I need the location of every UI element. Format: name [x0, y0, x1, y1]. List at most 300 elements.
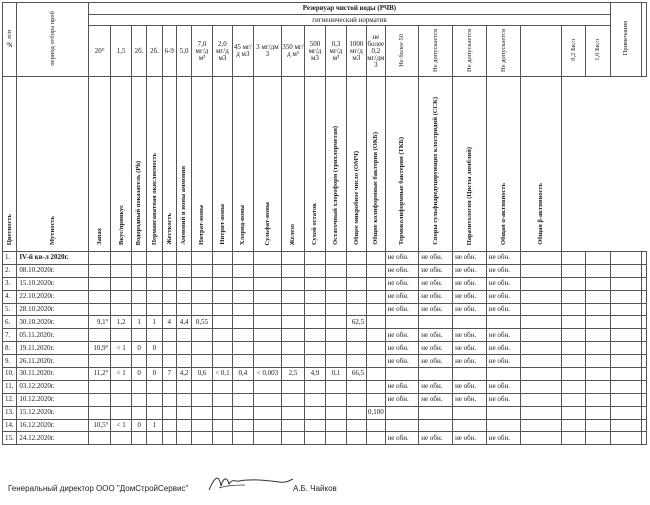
value-cell	[561, 380, 586, 393]
value-cell	[346, 406, 366, 419]
value-cell: не обн.	[453, 380, 487, 393]
value-cell	[131, 393, 146, 406]
remarks-cell	[610, 316, 641, 329]
value-cell	[131, 406, 146, 419]
value-cell: 0	[131, 342, 146, 355]
value-cell	[385, 368, 419, 381]
remarks-cell	[610, 355, 641, 368]
column-header: Общее микробное число (ОМЧ)	[346, 77, 366, 252]
sample-period: 10.12.2020г.	[17, 393, 89, 406]
value-cell	[233, 329, 253, 342]
value-cell: 62,5	[346, 316, 366, 329]
value-cell	[253, 355, 282, 368]
row-number: 9.	[3, 355, 17, 368]
value-cell	[233, 342, 253, 355]
value-cell	[520, 355, 561, 368]
value-cell	[233, 419, 253, 432]
sample-period: 30.10.2020г.	[17, 316, 89, 329]
value-cell	[111, 380, 131, 393]
value-cell: не обн.	[486, 380, 520, 393]
value-cell	[88, 432, 111, 445]
value-cell	[192, 393, 212, 406]
value-cell	[326, 264, 346, 277]
norm-cell: 20°	[88, 26, 111, 77]
row-number: 11.	[3, 380, 17, 393]
value-cell	[253, 252, 282, 265]
value-cell: 1	[131, 316, 146, 329]
value-cell	[253, 290, 282, 303]
edge-spacer	[641, 3, 646, 77]
column-header: Железо	[282, 77, 305, 252]
value-cell: 1,2	[111, 316, 131, 329]
value-cell	[282, 419, 305, 432]
value-cell	[326, 406, 346, 419]
value-cell	[131, 252, 146, 265]
sample-period: 22.10.2020г.	[17, 290, 89, 303]
sample-period: 16.12.2020г.	[17, 419, 89, 432]
value-cell	[304, 252, 325, 265]
value-cell	[586, 290, 611, 303]
director-name: А.Б. Чайков	[293, 484, 337, 493]
value-cell	[304, 380, 325, 393]
value-cell	[88, 355, 111, 368]
value-cell	[282, 342, 305, 355]
table-row	[3, 406, 647, 419]
value-cell	[586, 342, 611, 355]
value-cell: не обн.	[385, 380, 419, 393]
value-cell	[212, 380, 232, 393]
value-cell	[586, 264, 611, 277]
value-cell	[192, 303, 212, 316]
value-cell	[131, 329, 146, 342]
value-cell	[192, 406, 212, 419]
row-number: 5.	[3, 303, 17, 316]
column-names-row	[3, 77, 647, 252]
value-cell	[212, 419, 232, 432]
value-cell	[520, 380, 561, 393]
value-cell: не обн.	[419, 432, 453, 445]
value-cell	[304, 303, 325, 316]
value-cell: 2,5	[282, 368, 305, 381]
value-cell	[212, 277, 232, 290]
sample-period: 24.12.2020г.	[17, 432, 89, 445]
value-cell: 9,1°	[88, 316, 111, 329]
sample-period: 26.11.2020г.	[17, 355, 89, 368]
value-cell	[253, 303, 282, 316]
edge-cell	[641, 342, 646, 355]
table-row	[3, 290, 647, 303]
value-cell	[367, 316, 385, 329]
row-number: 1.	[3, 252, 17, 265]
value-cell	[326, 393, 346, 406]
value-cell	[304, 393, 325, 406]
norm-cell: 3 мг/дм 3	[253, 26, 282, 77]
value-cell	[520, 290, 561, 303]
value-cell	[561, 419, 586, 432]
row-number: 3.	[3, 277, 17, 290]
value-cell	[176, 277, 191, 290]
value-cell	[253, 264, 282, 277]
value-cell	[586, 355, 611, 368]
value-cell	[131, 355, 146, 368]
value-cell	[520, 419, 561, 432]
value-cell	[192, 277, 212, 290]
column-header: Общая α-активность	[486, 77, 520, 252]
value-cell	[453, 406, 487, 419]
table-row	[3, 342, 647, 355]
value-cell	[131, 290, 146, 303]
value-cell	[586, 393, 611, 406]
value-cell	[131, 277, 146, 290]
sample-period: 15.12.2020г.	[17, 406, 89, 419]
value-cell	[304, 277, 325, 290]
row-number: 2.	[3, 264, 17, 277]
value-cell	[212, 329, 232, 342]
table-row	[3, 329, 647, 342]
period-header: период отбора проб	[17, 3, 89, 77]
norm-cell: 0,2 Бк/л	[561, 26, 586, 77]
value-cell: не обн.	[486, 355, 520, 368]
value-cell: не обн.	[486, 264, 520, 277]
edge-cell	[641, 329, 646, 342]
value-cell	[88, 380, 111, 393]
value-cell	[304, 419, 325, 432]
value-cell: 0,4	[233, 368, 253, 381]
value-cell: < 1	[111, 419, 131, 432]
value-cell	[192, 432, 212, 445]
value-cell	[162, 290, 176, 303]
value-cell	[346, 277, 366, 290]
value-cell	[162, 252, 176, 265]
value-cell	[367, 368, 385, 381]
norm-cell: Не допускается	[453, 26, 487, 77]
value-cell: не обн.	[419, 329, 453, 342]
value-cell: не обн.	[453, 393, 487, 406]
value-cell	[147, 290, 162, 303]
value-cell: 66,5	[346, 368, 366, 381]
value-cell	[162, 329, 176, 342]
value-cell	[233, 393, 253, 406]
value-cell	[282, 406, 305, 419]
value-cell	[282, 303, 305, 316]
value-cell: не обн.	[385, 264, 419, 277]
edge-cell	[641, 432, 646, 445]
value-cell	[253, 380, 282, 393]
value-cell	[520, 303, 561, 316]
value-cell	[147, 277, 162, 290]
table-row	[3, 316, 647, 329]
edge-cell	[641, 252, 646, 265]
column-header: Споры сульфидредуцирующих клостридий (ССК)	[419, 77, 453, 252]
table-row	[3, 252, 647, 265]
value-cell	[111, 329, 131, 342]
value-cell	[453, 419, 487, 432]
value-cell: 0	[131, 368, 146, 381]
value-cell	[282, 355, 305, 368]
value-cell: не обн.	[486, 277, 520, 290]
norm-cell: 1,5	[111, 26, 131, 77]
norm-cell: 45 мг/д м3	[233, 26, 253, 77]
value-cell	[385, 406, 419, 419]
column-header: Нитрит-ионы	[212, 77, 232, 252]
table-row	[3, 393, 647, 406]
value-cell	[346, 252, 366, 265]
value-cell	[561, 393, 586, 406]
value-cell	[326, 342, 346, 355]
value-cell: 0	[147, 368, 162, 381]
value-cell	[192, 252, 212, 265]
value-cell	[419, 316, 453, 329]
value-cell	[326, 316, 346, 329]
value-cell	[520, 368, 561, 381]
value-cell	[233, 355, 253, 368]
value-cell	[253, 329, 282, 342]
value-cell	[162, 406, 176, 419]
edge-cell	[641, 303, 646, 316]
row-number-header: № п/п	[3, 3, 17, 77]
value-cell	[192, 342, 212, 355]
edge-cell	[641, 406, 646, 419]
value-cell	[162, 264, 176, 277]
value-cell	[282, 252, 305, 265]
sample-period: 08.10.2020г.	[17, 264, 89, 277]
value-cell	[326, 419, 346, 432]
norm-cell: 500 мг/д м3	[304, 26, 325, 77]
value-cell	[520, 342, 561, 355]
column-header: Запах	[88, 77, 111, 252]
remarks-cell	[610, 406, 641, 419]
value-cell	[253, 393, 282, 406]
value-cell	[253, 419, 282, 432]
value-cell: < 1	[111, 368, 131, 381]
value-cell	[212, 342, 232, 355]
column-header: Водородный показатель (Ph)	[131, 77, 146, 252]
value-cell	[88, 290, 111, 303]
value-cell	[561, 368, 586, 381]
value-cell	[561, 329, 586, 342]
value-cell	[326, 432, 346, 445]
value-cell: 0,100	[367, 406, 385, 419]
value-cell	[586, 252, 611, 265]
value-cell: не обн.	[486, 303, 520, 316]
value-cell: не обн.	[486, 252, 520, 265]
value-cell: 4	[162, 316, 176, 329]
remarks-cell	[610, 419, 641, 432]
water-quality-table	[2, 2, 647, 445]
column-header: Цветность	[3, 77, 17, 252]
value-cell	[147, 355, 162, 368]
norm-cell: 7,0 мг/д м³	[192, 26, 212, 77]
value-cell: не обн.	[385, 252, 419, 265]
remarks-cell	[610, 368, 641, 381]
norm-cell: 1,0 Бк/л	[586, 26, 611, 77]
column-header: Общие колиформные бактерии (ОКБ)	[367, 77, 385, 252]
value-cell: не обн.	[385, 393, 419, 406]
value-cell	[176, 329, 191, 342]
value-cell	[561, 432, 586, 445]
value-cell	[212, 303, 232, 316]
value-cell: < 0,1	[212, 368, 232, 381]
remarks-cell	[610, 329, 641, 342]
value-cell: < 0,003	[253, 368, 282, 381]
value-cell	[486, 406, 520, 419]
norm-cell: Не более 50	[385, 26, 419, 77]
value-cell	[346, 393, 366, 406]
value-cell: не обн.	[453, 277, 487, 290]
norm-cell: Не допускается	[486, 26, 520, 77]
value-cell	[88, 406, 111, 419]
value-cell	[586, 368, 611, 381]
norm-cell	[520, 26, 561, 77]
value-cell	[253, 432, 282, 445]
value-cell	[520, 264, 561, 277]
table-row	[3, 419, 647, 432]
value-cell	[326, 290, 346, 303]
value-cell: 0	[147, 342, 162, 355]
value-cell	[326, 252, 346, 265]
edge-cell	[641, 380, 646, 393]
column-header: Перманганатная окисляемость	[147, 77, 162, 252]
value-cell	[367, 419, 385, 432]
value-cell	[367, 393, 385, 406]
table-row	[3, 355, 647, 368]
value-cell: 7	[162, 368, 176, 381]
norm-cell: не более 0,2 мг/дм 3	[367, 26, 385, 77]
value-cell	[212, 316, 232, 329]
value-cell: не обн.	[486, 329, 520, 342]
column-header: Аммоний и ионы аммония	[176, 77, 191, 252]
norm-cell: 2б.	[131, 26, 146, 77]
value-cell: не обн.	[419, 355, 453, 368]
value-cell	[253, 316, 282, 329]
value-cell	[176, 342, 191, 355]
value-cell	[88, 303, 111, 316]
value-cell	[212, 355, 232, 368]
value-cell	[233, 264, 253, 277]
column-header: Термоколиформные бактерии (ТКБ)	[385, 77, 419, 252]
table-row	[3, 368, 647, 381]
value-cell	[131, 380, 146, 393]
value-cell	[176, 290, 191, 303]
value-cell	[162, 432, 176, 445]
sample-period: 15.10.2020г.	[17, 277, 89, 290]
row-number: 8.	[3, 342, 17, 355]
value-cell: 1	[147, 316, 162, 329]
value-cell: 10,9°	[88, 342, 111, 355]
value-cell	[367, 252, 385, 265]
value-cell	[486, 368, 520, 381]
value-cell	[176, 264, 191, 277]
value-cell	[88, 393, 111, 406]
value-cell	[367, 432, 385, 445]
value-cell	[192, 329, 212, 342]
value-cell	[304, 432, 325, 445]
edge-cell	[641, 316, 646, 329]
column-header: Общая β-активность	[520, 77, 561, 252]
value-cell	[111, 290, 131, 303]
value-cell: 11,2°	[88, 368, 111, 381]
value-cell	[520, 393, 561, 406]
value-cell	[233, 290, 253, 303]
value-cell	[233, 277, 253, 290]
value-cell	[111, 355, 131, 368]
value-cell	[233, 316, 253, 329]
value-cell	[367, 380, 385, 393]
value-cell	[233, 432, 253, 445]
value-cell: не обн.	[419, 277, 453, 290]
value-cell: не обн.	[385, 355, 419, 368]
remarks-cell	[610, 303, 641, 316]
value-cell: не обн.	[419, 342, 453, 355]
edge-cell	[641, 355, 646, 368]
value-cell	[304, 316, 325, 329]
value-cell	[486, 316, 520, 329]
value-cell	[212, 406, 232, 419]
remarks-cell	[610, 432, 641, 445]
value-cell: < 1	[111, 342, 131, 355]
value-cell	[192, 355, 212, 368]
sample-period: 19.11.2020г.	[17, 342, 89, 355]
sample-period: 03.12.2020г.	[17, 380, 89, 393]
value-cell	[147, 303, 162, 316]
value-cell	[367, 355, 385, 368]
value-cell	[88, 277, 111, 290]
column-header: Паразитология (Цисты лямблий)	[453, 77, 487, 252]
value-cell	[561, 290, 586, 303]
row-number: 14.	[3, 419, 17, 432]
reservoir-title: Резервуар чистой воды (РЧВ)	[88, 3, 610, 15]
value-cell	[486, 419, 520, 432]
value-cell	[111, 252, 131, 265]
norm-cell: 1000 мг/д м3	[346, 26, 366, 77]
value-cell: не обн.	[385, 277, 419, 290]
table-row	[3, 303, 647, 316]
norm-cell: 0,3 мг/д м³	[326, 26, 346, 77]
value-cell: не обн.	[419, 303, 453, 316]
value-cell	[326, 380, 346, 393]
table-row	[3, 380, 647, 393]
value-cell	[176, 406, 191, 419]
value-cell	[162, 355, 176, 368]
sample-period: 28.10.2020г.	[17, 303, 89, 316]
value-cell: не обн.	[385, 303, 419, 316]
value-cell: 4,2	[176, 368, 191, 381]
sample-period: 05.11.2020г.	[17, 329, 89, 342]
value-cell	[561, 303, 586, 316]
value-cell	[147, 329, 162, 342]
column-header: Сухой остаток	[304, 77, 325, 252]
value-cell	[111, 393, 131, 406]
value-cell	[131, 303, 146, 316]
value-cell	[586, 316, 611, 329]
value-cell: не обн.	[453, 329, 487, 342]
value-cell	[561, 355, 586, 368]
value-cell	[561, 264, 586, 277]
value-cell: 0,6	[192, 368, 212, 381]
row-number: 4.	[3, 290, 17, 303]
table-row	[3, 277, 647, 290]
value-cell	[282, 316, 305, 329]
value-cell: 0	[131, 419, 146, 432]
edge-cell	[641, 290, 646, 303]
value-cell: 4,4	[176, 316, 191, 329]
value-cell: не обн.	[453, 342, 487, 355]
value-cell	[304, 342, 325, 355]
value-cell	[304, 406, 325, 419]
column-header: Мутность	[17, 77, 89, 252]
value-cell	[192, 264, 212, 277]
value-cell	[561, 342, 586, 355]
